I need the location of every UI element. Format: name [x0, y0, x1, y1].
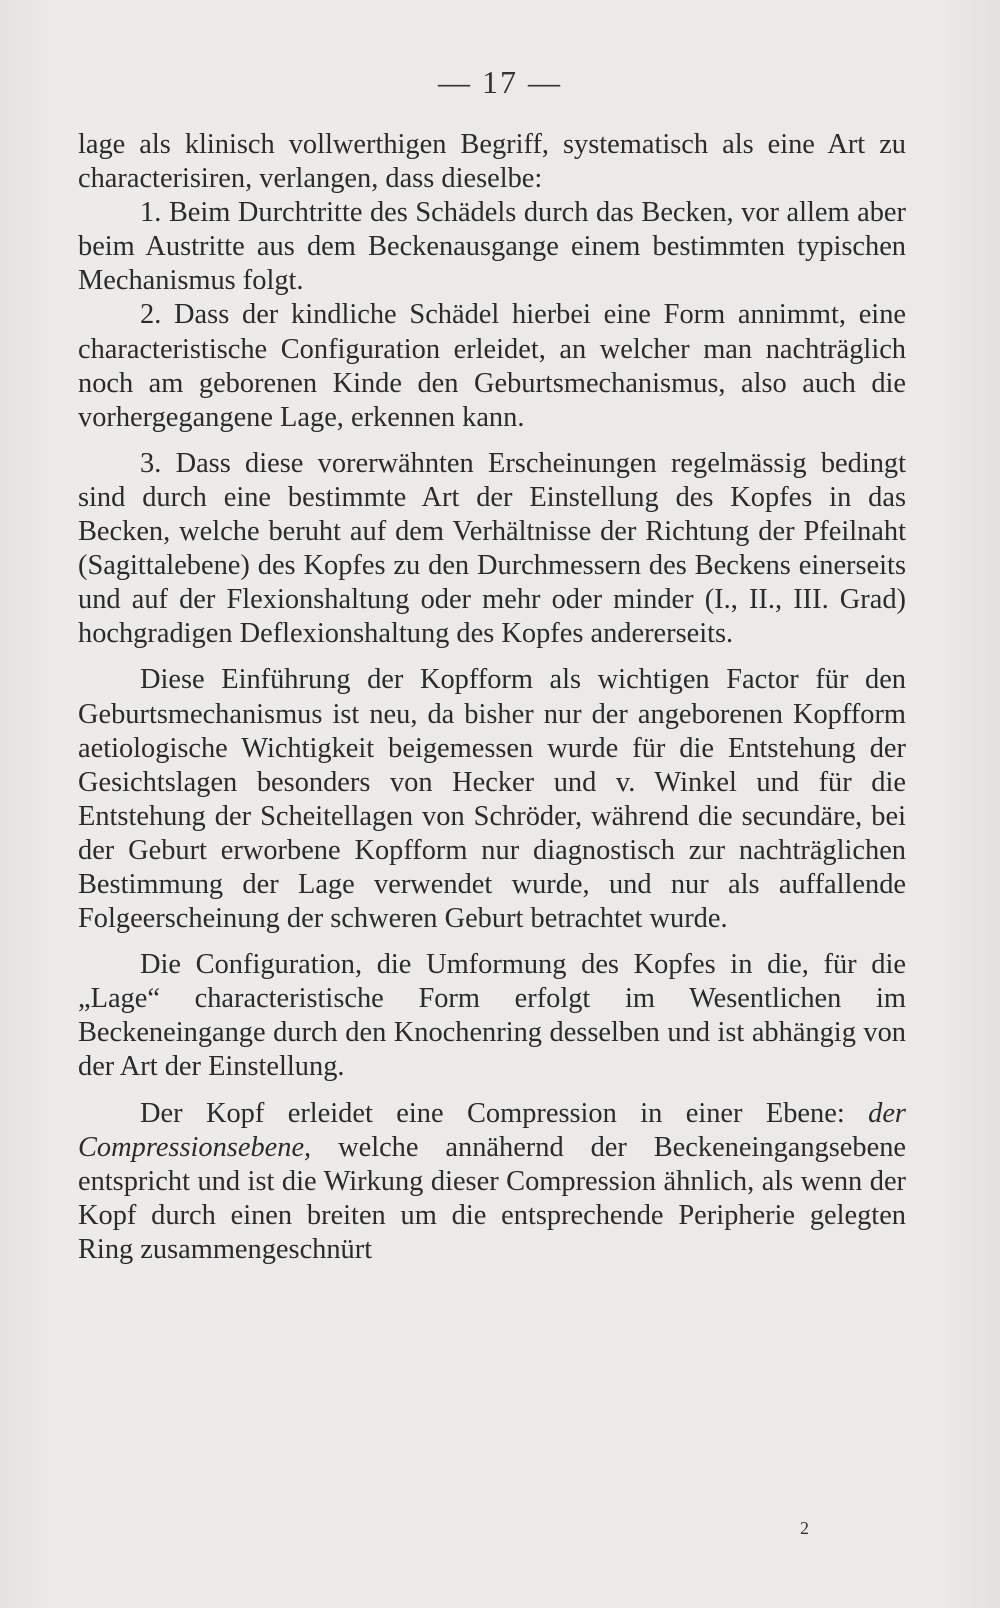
- signature-mark: 2: [800, 1518, 809, 1538]
- paragraph-point-2: 2. Dass der kindliche Schädel hierbei eine Form annimmt, eine characteristische Configuration erleidet, an welcher man nachträglich noch am geborenen Kinde den Geburtsmechanismus, also auch die vorhergegangene Lage, erkennen kann.: [78, 299, 906, 433]
- paragraph-kopfform: Diese Einführung der Kopfform als wichtigen Factor für den Geburtsmechanismus ist neu, da bisher nur der angeborenen Kopfform aetiologische Wichtigkeit beigemessen wurde für die Entstehung der Gesichtslagen besonders von Hecker und v. Winkel und für die Entstehung der Scheitellagen von Schröder, während die secundäre, bei der Geburt erworbene Kopfform nur diagnostisch zur nachträglichen Bestimmung der Lage verwendet wurde, und nur als auffallende Folgeerscheinung der schweren Geburt betrachtet wurde.: [78, 664, 906, 935]
- body-text: [78, 128, 906, 1267]
- page-number: — 17 —: [438, 64, 562, 100]
- paragraph-point-3: 3. Dass diese vorerwähnten Erscheinungen regelmässig bedingt sind durch eine bestimmte Art der Einstellung des Kopfes in das Becken, welche beruht auf dem Verhältnisse der Richtung der Pfeilnaht (Sagittalebene) des Kopfes zu den Durchmessern des Beckens einerseits und auf der Flexionshaltung oder mehr oder minder (I., II., III. Grad) hochgradigen Deflexionshaltung des Kopfes andererseits.: [78, 447, 906, 650]
- paragraph-point-1: 1. Beim Durchtritte des Schädels durch das Becken, vor allem aber beim Austritte aus dem Beckenausgange einem bestimmten typischen Mechanismus folgt.: [78, 197, 906, 297]
- compression-text-end: welche annähernd der Beckeneingangsebene entspricht und ist die Wirkung dieser Compression ähnlich, als wenn der Kopf durch einen breiten um die entsprechende Peripherie gelegten Ring zusammengeschnürt: [78, 1131, 906, 1265]
- compression-text-start: Der Kopf erleidet eine Compression in einer Ebene:: [140, 1097, 869, 1129]
- paragraph-configuration: Die Configuration, die Umformung des Kopfes in die, für die „Lage“ characteristische Form erfolgt im Wesentlichen im Beckeneingange durch den Knochenring desselben und ist abhängig von der Art der Einstellung.: [78, 949, 906, 1083]
- paragraph-compression: [78, 1097, 906, 1267]
- compression-emphasis: der Compressionsebene,: [78, 1097, 906, 1163]
- paragraph-continuation: lage als klinisch vollwerthigen Begriff, systematisch als eine Art zu characterisiren, verlangen, dass dieselbe:: [78, 129, 906, 195]
